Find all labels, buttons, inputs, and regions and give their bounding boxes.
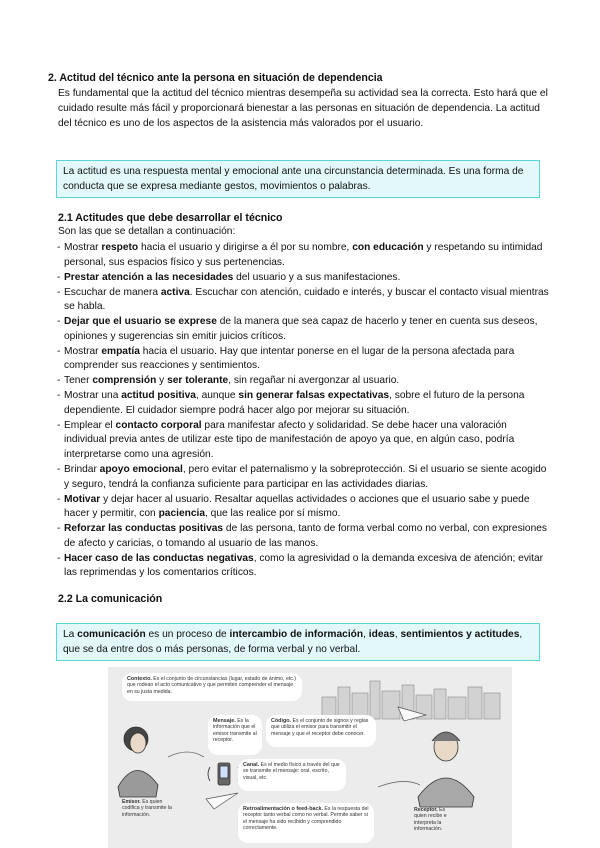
subsection-title-actitudes: 2.1 Actitudes que debe desarrollar el técnico <box>58 212 283 224</box>
list-item: - Tener comprensión y ser tolerante, sin regañar ni avergonzar al usuario. <box>57 375 400 387</box>
box-retroalimentacion: Retroalimentación o feed-back. Es la respuesta del receptor tanto verbal como no verbal. Permite saber si el mensaje ha sido recibido y comprendido correctamente. <box>238 803 374 843</box>
list-item: - Emplear el contacto corporal para manifestar afecto y solidaridad. Se debe hacer una valoración individual previa antes de utilizar este tipo de manifestación de apoyo ya que, en algún caso, podría interpretarse como una agresión. <box>57 419 515 461</box>
receptor-figure <box>418 732 474 807</box>
definition-box-actitud: La actitud es una respuesta mental y emocional ante una circunstancia determinada. Es una forma de conducta que se expresa mediante gestos, movimientos o palabras. <box>56 160 540 198</box>
subsection-title-comunicacion: 2.2 La comunicación <box>58 593 163 605</box>
subsection-intro: Son las que se detallan a continuación: <box>58 226 236 237</box>
list-item: - Reforzar las conductas positivas de las persona, tanto de forma verbal como no verbal, con expresiones de afecto y caricias, o tomando al usuario de las manos. <box>57 523 548 549</box>
list-item: - Mostrar empatía hacia el usuario. Hay que intentar ponerse en el lugar de la persona afectada para comprender sus reacciones y sentimientos. <box>57 345 515 372</box>
list-item: - Prestar atención a las necesidades del usuario y a sus manifestaciones. <box>57 271 401 283</box>
intro-paragraph: Es fundamental que la actitud del técnico mientras desempeña su actividad sea la correcta. Esto hará que el cuidado resulte más fácil y proporcionará bienestar a las personas en situación de dependencia. La actitud del técnico es uno de los aspectos de la asistencia más valorados por el usuario. <box>58 88 548 129</box>
emisor-figure <box>118 727 158 797</box>
attitudes-list <box>58 241 550 581</box>
phone-icon-figure <box>208 763 240 785</box>
list-item: - Brindar apoyo emocional, pero evitar el paternalismo y la sobreprotección. Si el usuario se siente acogido y seguro, tendrá la confianza suficiente para participar en las actividades diarias. <box>57 464 547 490</box>
list-item: - Mostrar respeto hacia el usuario y dirigirse a él por su nombre, con educación y respetando su intimidad personal, sus espacios físico y sus pertenencias. <box>57 242 543 268</box>
box-mensaje: Mensaje. Es la información que el emisor transmite al receptor. <box>208 715 262 755</box>
label-emisor: Emisor. Es quien codifica y transmite la información. <box>122 799 172 818</box>
list-item: - Motivar y dejar hacer al usuario. Resaltar aquellas actividades o acciones que el usuario sabe y puede hacer y permitir, con paciencia, que las realice por sí mismo. <box>57 493 530 520</box>
section-title: 2. Actitud del técnico ante la persona en situación de dependencia <box>48 72 383 84</box>
label-receptor: Receptor. Es quien recibe e interpreta la información. <box>414 807 447 833</box>
communication-infographic <box>108 667 512 848</box>
box-contexto: Contexto. Es el conjunto de circunstancias (lugar, estado de ánimo, etc.) que rodean el acto comunicativo y que permiten comprender el mensaje en su justa medida. <box>122 673 302 701</box>
definition-box-comunicacion: La comunicación es un proceso de intercambio de información, ideas, sentimientos y actitudes, que se da entre dos o más personas, de forma verbal y no verbal. <box>56 623 540 661</box>
box-codigo: Código. Es el conjunto de signos y reglas que utiliza el emisor para transmitir el mensaje y que el receptor debe conocer. <box>266 715 376 747</box>
box-canal: Canal. Es el medio físico a través del que se transmite el mensaje: oral, escrito, visual, etc. <box>238 759 346 791</box>
list-item: - Escuchar de manera activa. Escuchar con atención, cuidado e interés, y buscar el contacto visual mientras se habla. <box>57 286 549 313</box>
list-item: - Mostrar una actitud positiva, aunque sin generar falsas expectativas, sobre el futuro de la persona dependiente. El cuidador siempre podrá hacer algo por mejorar su situación. <box>57 390 525 416</box>
list-item: - Hacer caso de las conductas negativas, como la agresividad o la demanda excesiva de atención; evitar las reprimendas y los comentarios críticos. <box>57 552 544 579</box>
list-item: - Dejar que el usuario se exprese de la manera que sea capaz de hacerlo y tener en cuenta sus deseos, opiniones y sugerencias sin emitir juicios críticos. <box>57 316 538 342</box>
